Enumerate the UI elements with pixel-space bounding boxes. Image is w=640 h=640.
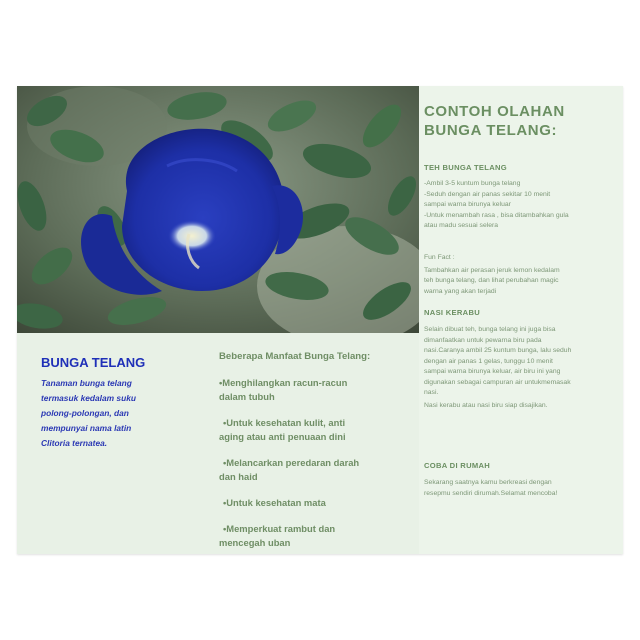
coba-text (424, 478, 614, 499)
fun-fact (424, 253, 614, 297)
description-line: mempunyai nama latin (41, 423, 132, 433)
coba-line: resepmu sendiri dirumah.Selamat mencoba! (424, 489, 558, 497)
benefit-line: •Melancarkan peredaran darah (223, 457, 360, 468)
bunga-telang-title: BUNGA TELANG (41, 355, 146, 370)
nasi-line: sampai warna birunya keluar, air biru ini yang (424, 368, 561, 375)
nasi-line: dengan air panas 1 gelas, tunggu 10 menit (424, 357, 553, 365)
butterfly-pea-flower-photo (17, 86, 419, 333)
teh-heading: TEH BUNGA TELANG (424, 163, 507, 172)
benefits-title: Beberapa Manfaat Bunga Telang: (219, 351, 371, 362)
coba-line: Sekarang saatnya kamu berkreasi dengan (424, 479, 552, 486)
nasi-line: nasi. (424, 389, 439, 396)
nasi-line: digunakan sebagai campuran air untukmemasak (424, 378, 571, 386)
benefit-item (219, 456, 399, 484)
teh-line: sampai warna birunya keluar (424, 201, 511, 208)
benefit-line: dalam tubuh (219, 391, 275, 402)
teh-line: -Seduh dengan air panas sekitar 10 menit (424, 190, 551, 198)
description-line: Tanaman bunga telang (41, 378, 132, 388)
nasi-line: dimanfaatkan untuk pewarna biru pada (424, 336, 542, 344)
teh-line: atau madu sesuai selera (424, 222, 499, 229)
benefit-item (219, 376, 399, 404)
benefit-line: mencegah uban (219, 537, 291, 548)
description-line: Clitoria ternatea. (41, 438, 108, 448)
benefits-list (219, 376, 399, 562)
bunga-telang-description (41, 376, 181, 451)
benefit-item (219, 522, 399, 550)
description-line: termasuk kedalam suku (41, 393, 136, 403)
fun-fact-line: warna yang akan terjadi (424, 287, 497, 295)
fun-fact-line: teh bunga telang, dan lihat perubahan magic (424, 277, 559, 284)
title-line: CONTOH OLAHAN (424, 103, 565, 120)
nasi-line: Nasi kerabu atau nasi biru siap disajikan. (424, 401, 548, 409)
benefit-line: dan haid (219, 471, 258, 482)
benefit-line: aging atau anti penuaan dini (219, 431, 346, 442)
description-line: polong-polongan, dan (41, 408, 129, 418)
title-line: BUNGA TELANG: (424, 122, 558, 139)
benefit-line: •Memperkuat rambut dan (223, 523, 336, 534)
teh-line: -Ambil 3-5 kuntum bunga telang (424, 180, 521, 187)
nasi-heading: NASI KERABU (424, 308, 481, 317)
nasi-steps (424, 325, 614, 411)
benefit-item (219, 416, 399, 444)
benefit-line: •Untuk kesehatan kulit, anti (223, 417, 346, 428)
coba-heading: COBA DI RUMAH (424, 461, 491, 470)
nasi-line: nasi.Caranya ambil 25 kuntum bunga, lalu seduh (424, 347, 572, 354)
fun-fact-label: Fun Fact : (424, 254, 455, 261)
benefit-item (219, 496, 399, 510)
nasi-line: Selain dibuat teh, bunga telang ini juga bisa (424, 326, 556, 333)
teh-steps (424, 179, 614, 232)
fun-fact-line: Tambahkan air perasan jeruk lemon kedalam (424, 266, 560, 274)
recipes-title (424, 102, 614, 140)
benefit-line: •Untuk kesehatan mata (223, 497, 326, 508)
benefit-line: •Menghilangkan racun-racun (219, 377, 348, 388)
teh-line: -Untuk menambah rasa , bisa ditambahkan gula (424, 211, 569, 219)
